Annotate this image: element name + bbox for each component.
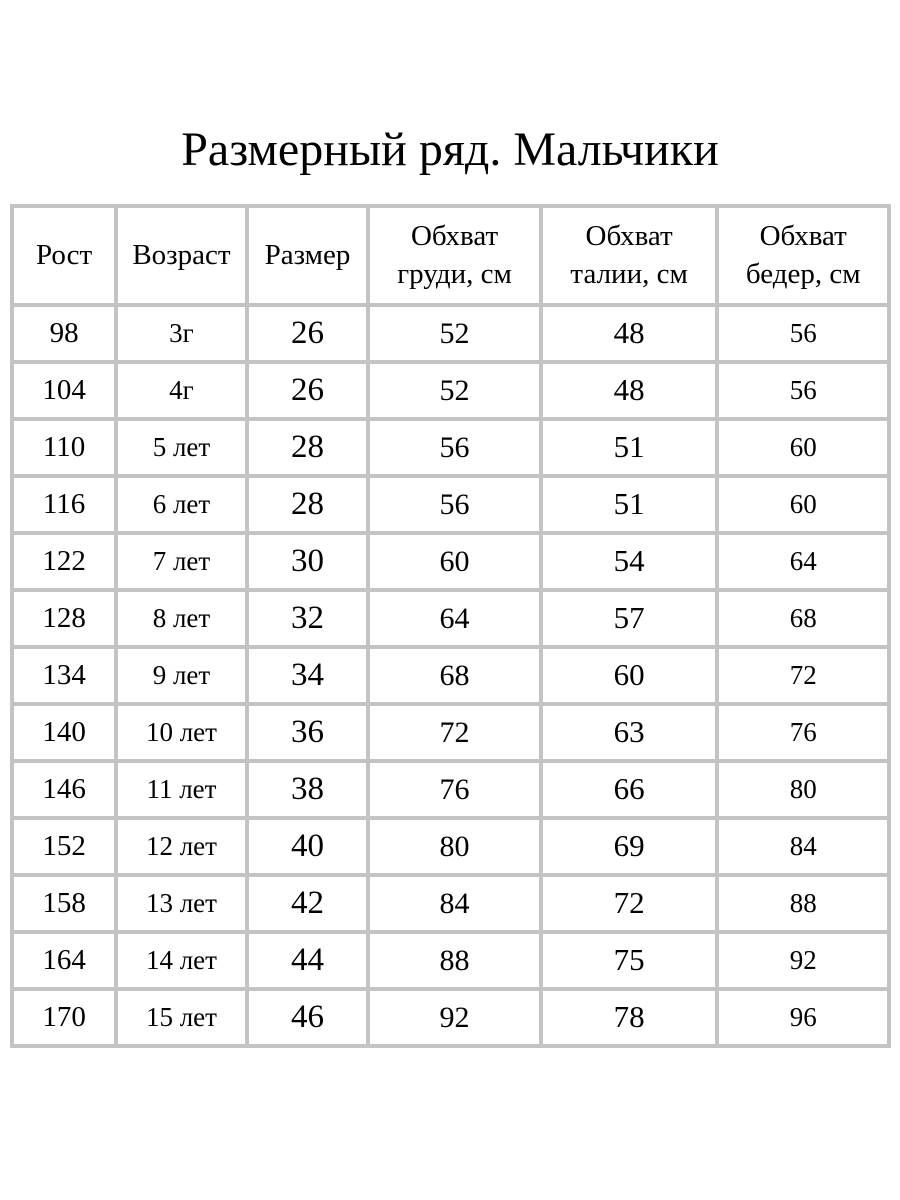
table-row [12, 476, 889, 533]
table-cell: 92 [717, 932, 889, 989]
table-cell: 88 [717, 875, 889, 932]
table-body [12, 305, 889, 1046]
table-cell: 7 лет [116, 533, 247, 590]
table-row [12, 875, 889, 932]
table-cell: 28 [247, 476, 368, 533]
table-cell: 80 [717, 761, 889, 818]
table-cell: 98 [12, 305, 116, 362]
table-row [12, 647, 889, 704]
column-header: Обхват бедер, см [717, 206, 889, 305]
table-cell: 46 [247, 989, 368, 1046]
table-cell: 52 [368, 305, 541, 362]
table-cell: 34 [247, 647, 368, 704]
table-cell: 68 [717, 590, 889, 647]
table-cell: 10 лет [116, 704, 247, 761]
table-cell: 26 [247, 305, 368, 362]
table-row [12, 305, 889, 362]
table-cell: 15 лет [116, 989, 247, 1046]
column-header: Рост [12, 206, 116, 305]
table-cell: 11 лет [116, 761, 247, 818]
table-cell: 4г [116, 362, 247, 419]
table-cell: 6 лет [116, 476, 247, 533]
table-cell: 78 [541, 989, 718, 1046]
table-cell: 56 [368, 476, 541, 533]
table-cell: 60 [717, 419, 889, 476]
table-row [12, 704, 889, 761]
table-cell: 64 [368, 590, 541, 647]
table-row [12, 761, 889, 818]
table-cell: 122 [12, 533, 116, 590]
table-cell: 84 [368, 875, 541, 932]
table-cell: 48 [541, 362, 718, 419]
table-cell: 110 [12, 419, 116, 476]
size-table [10, 204, 891, 1048]
column-header: Возраст [116, 206, 247, 305]
table-cell: 54 [541, 533, 718, 590]
table-cell: 14 лет [116, 932, 247, 989]
table-cell: 88 [368, 932, 541, 989]
header-row [12, 206, 889, 305]
table-cell: 52 [368, 362, 541, 419]
table-cell: 96 [717, 989, 889, 1046]
table-cell: 12 лет [116, 818, 247, 875]
table-cell: 30 [247, 533, 368, 590]
table-cell: 134 [12, 647, 116, 704]
table-cell: 56 [717, 362, 889, 419]
table-cell: 140 [12, 704, 116, 761]
table-header [12, 206, 889, 305]
table-row [12, 989, 889, 1046]
column-header: Размер [247, 206, 368, 305]
table-cell: 128 [12, 590, 116, 647]
table-cell: 51 [541, 476, 718, 533]
table-row [12, 362, 889, 419]
table-cell: 5 лет [116, 419, 247, 476]
table-cell: 64 [717, 533, 889, 590]
table-cell: 56 [717, 305, 889, 362]
table-cell: 76 [717, 704, 889, 761]
column-header: Обхват талии, см [541, 206, 718, 305]
table-cell: 158 [12, 875, 116, 932]
table-cell: 32 [247, 590, 368, 647]
table-cell: 48 [541, 305, 718, 362]
table-row [12, 932, 889, 989]
table-cell: 72 [368, 704, 541, 761]
page-title: Размерный ряд. Мальчики [181, 123, 719, 176]
table-cell: 42 [247, 875, 368, 932]
table-cell: 56 [368, 419, 541, 476]
table-row [12, 419, 889, 476]
table-cell: 116 [12, 476, 116, 533]
table-cell: 80 [368, 818, 541, 875]
table-cell: 28 [247, 419, 368, 476]
table-cell: 57 [541, 590, 718, 647]
table-cell: 69 [541, 818, 718, 875]
table-cell: 66 [541, 761, 718, 818]
table-cell: 76 [368, 761, 541, 818]
table-cell: 84 [717, 818, 889, 875]
table-cell: 72 [717, 647, 889, 704]
table-cell: 75 [541, 932, 718, 989]
table-cell: 51 [541, 419, 718, 476]
table-cell: 44 [247, 932, 368, 989]
table-cell: 104 [12, 362, 116, 419]
table-cell: 92 [368, 989, 541, 1046]
table-cell: 3г [116, 305, 247, 362]
table-cell: 13 лет [116, 875, 247, 932]
table-cell: 26 [247, 362, 368, 419]
table-cell: 38 [247, 761, 368, 818]
table-cell: 60 [368, 533, 541, 590]
table-cell: 146 [12, 761, 116, 818]
table-cell: 63 [541, 704, 718, 761]
table-cell: 152 [12, 818, 116, 875]
table-row [12, 818, 889, 875]
table-cell: 60 [541, 647, 718, 704]
table-cell: 9 лет [116, 647, 247, 704]
column-header: Обхват груди, см [368, 206, 541, 305]
table-cell: 60 [717, 476, 889, 533]
table-row [12, 533, 889, 590]
table-cell: 36 [247, 704, 368, 761]
table-cell: 8 лет [116, 590, 247, 647]
table-cell: 72 [541, 875, 718, 932]
table-row [12, 590, 889, 647]
table-cell: 40 [247, 818, 368, 875]
table-cell: 68 [368, 647, 541, 704]
table-cell: 164 [12, 932, 116, 989]
table-cell: 170 [12, 989, 116, 1046]
